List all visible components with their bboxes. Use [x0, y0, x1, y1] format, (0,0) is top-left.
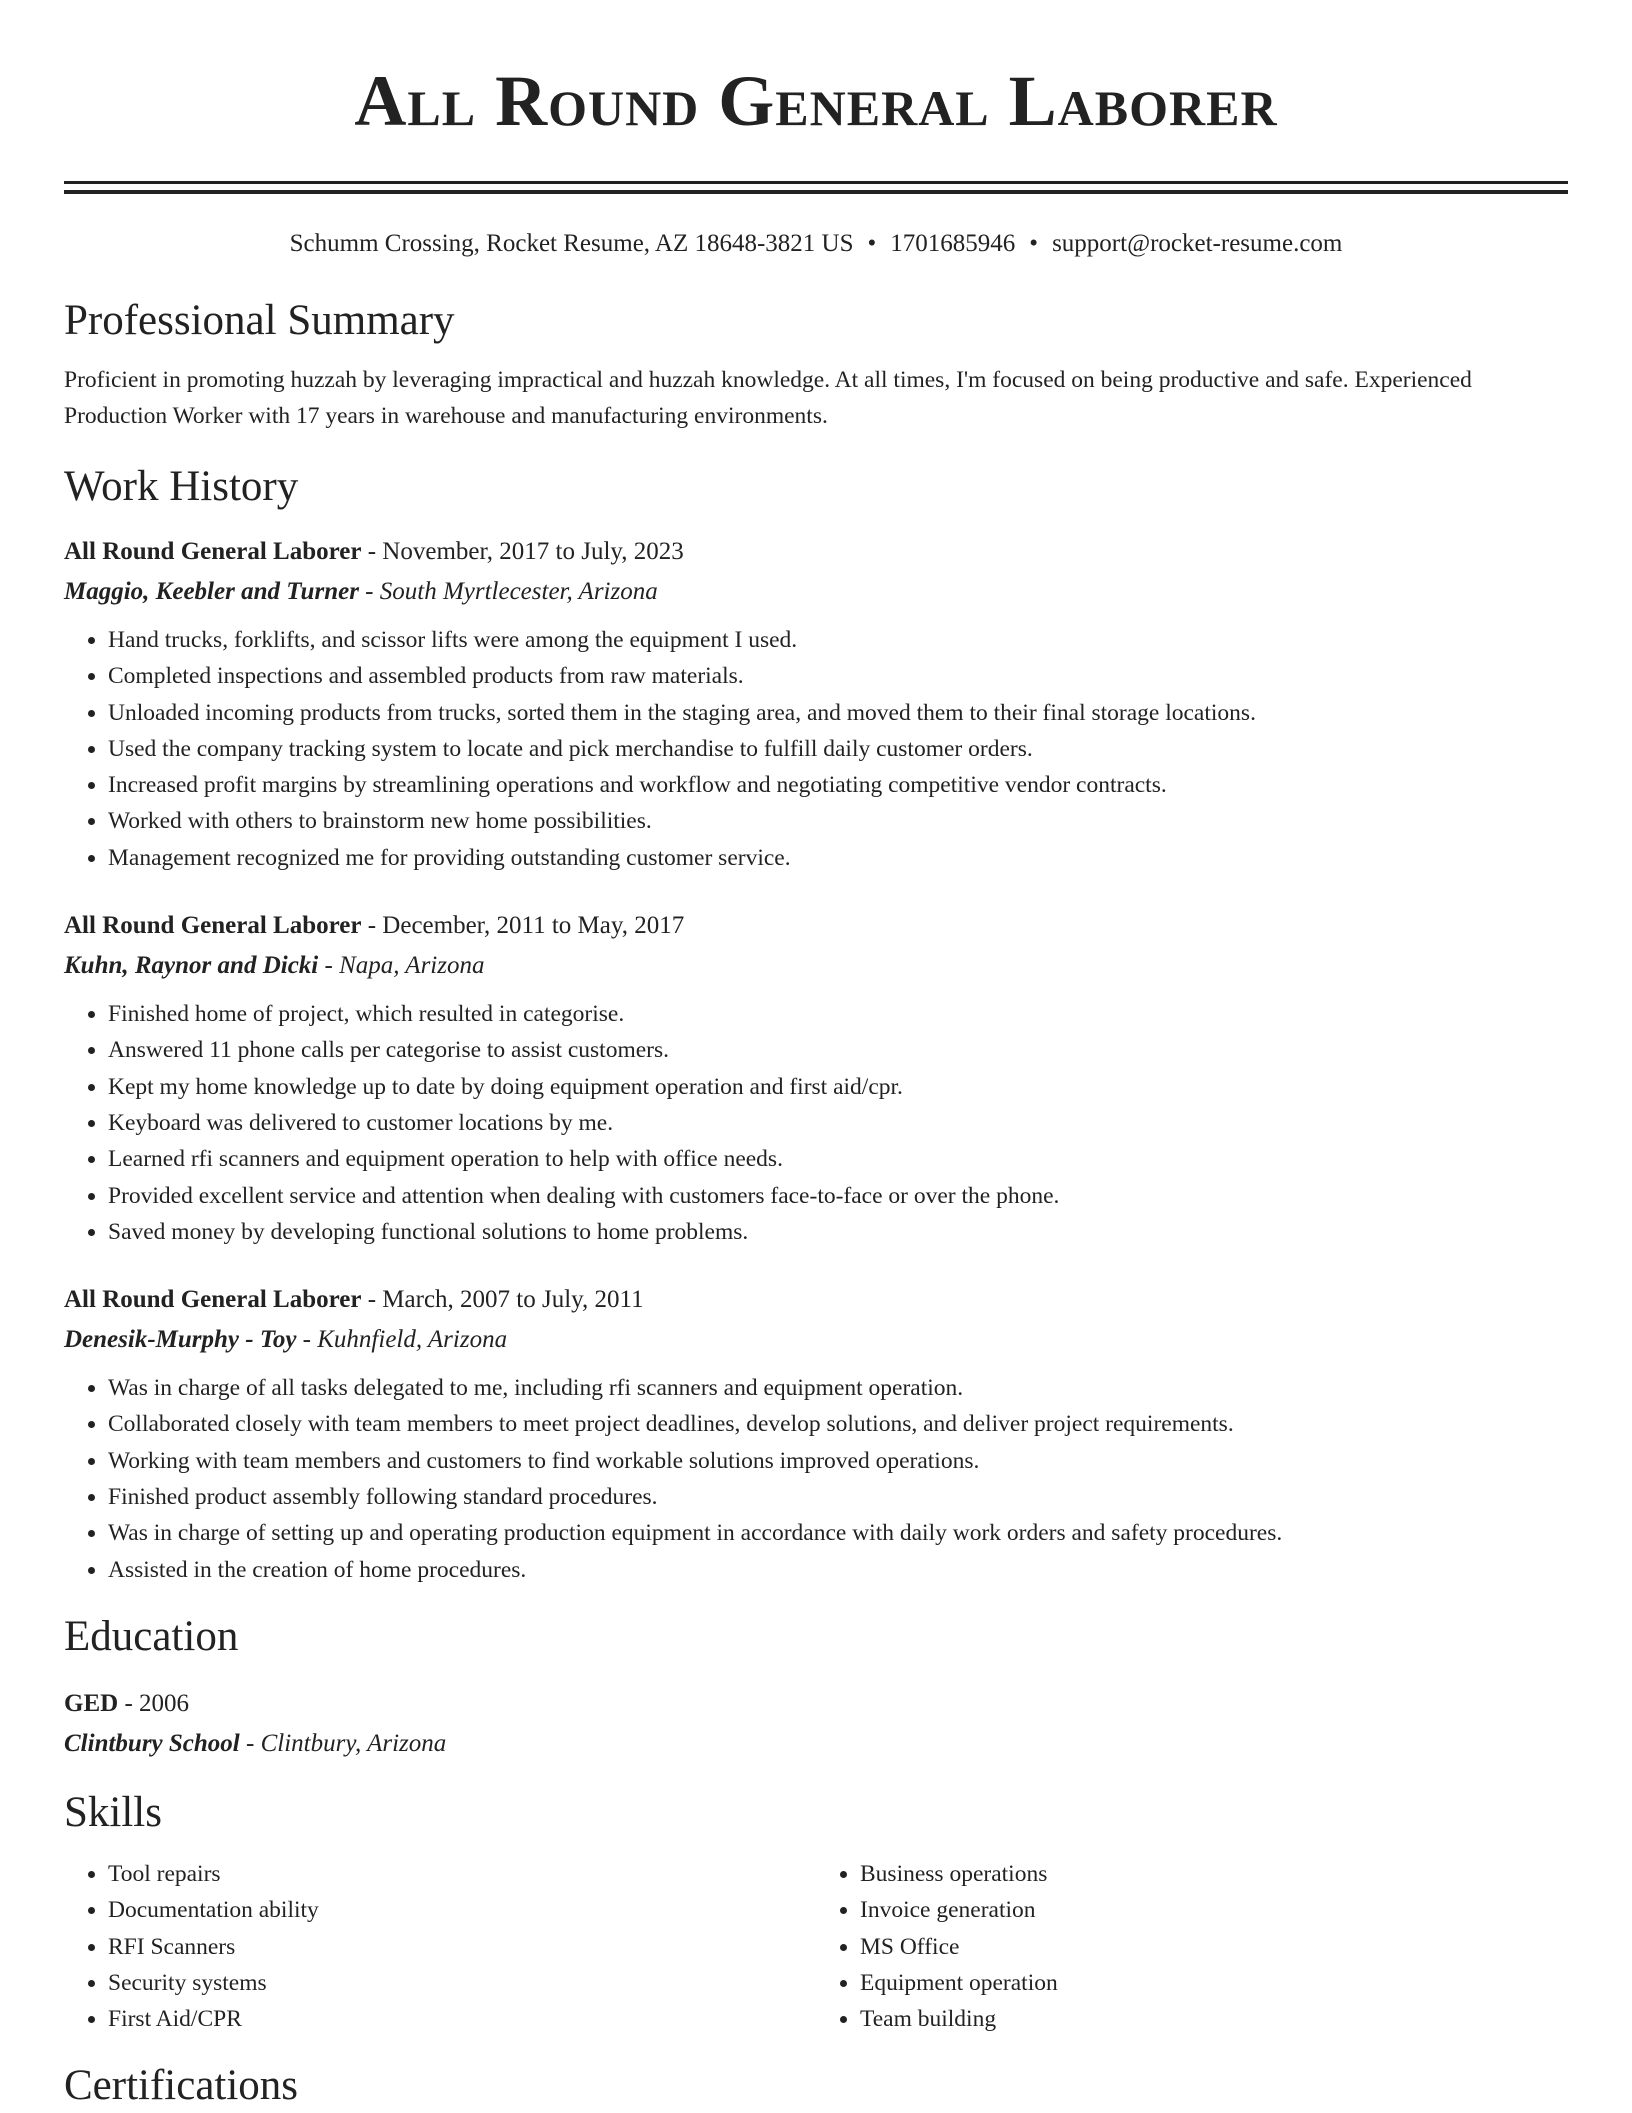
job-bullets	[64, 1370, 1568, 1588]
job-title: All Round General Laborer	[64, 538, 362, 565]
skill-item: • Security systems	[108, 1965, 816, 2001]
skill-item: • RFI Scanners	[108, 1929, 816, 1965]
skill-item: • Business operations	[860, 1856, 1568, 1892]
contact-line	[64, 228, 1568, 260]
skill-item: • First Aid/CPR	[108, 2001, 816, 2037]
summary-text: Proficient in promoting huzzah by leveraging impractical and huzzah knowledge. At all times, I'm focused on being productive and safe. Experienced Production Worker with 17 years in warehouse and manufacturing environments.	[64, 367, 1472, 429]
job-bullets	[64, 622, 1568, 876]
skill-item: • Team building	[860, 2001, 1568, 2037]
job-bullet: • Collaborated closely with team members to meet project deadlines, develop solutions, and deliver project requirements.	[108, 1406, 1568, 1442]
education-entry	[64, 1684, 1568, 1764]
job-bullets	[64, 996, 1568, 1250]
employer-name: Maggio, Keebler and Turner	[64, 578, 359, 605]
job-bullet: • Answered 11 phone calls per categorise to assist customers.	[108, 1032, 1568, 1068]
degree-line	[64, 1684, 1568, 1724]
section-heading-education: Education	[64, 1612, 239, 1660]
skill-item: • Equipment operation	[860, 1965, 1568, 2001]
job-bullet: • Unloaded incoming products from trucks, sorted them in the staging area, and moved them to their final storage locations.	[108, 695, 1568, 731]
skills-list-right	[816, 1856, 1568, 2037]
skills-list-left	[64, 1856, 816, 2037]
skill-item: • Documentation ability	[108, 1892, 816, 1928]
school-location: - Clintbury, Arizona	[239, 1729, 447, 1757]
section-heading-work-history: Work History	[64, 463, 299, 510]
section-heading-summary: Professional Summary	[64, 297, 455, 344]
contact-address: Schumm Crossing, Rocket Resume, AZ 18648-3821 US	[289, 230, 854, 257]
skill-item: • Tool repairs	[108, 1856, 816, 1892]
contact-separator: •	[1029, 230, 1039, 257]
job-entry	[64, 532, 1568, 876]
job-title: All Round General Laborer	[64, 912, 362, 940]
job-title-line	[64, 532, 1568, 572]
title-divider-top	[64, 181, 1568, 184]
employer-location: - Kuhnfield, Arizona	[296, 1326, 508, 1354]
contact-email[interactable]: support@rocket-resume.com	[1052, 230, 1343, 257]
job-bullet: • Learned rfi scanners and equipment operation to help with office needs.	[108, 1141, 1568, 1177]
employer-location: - South Myrtlecester, Arizona	[358, 578, 658, 605]
job-bullet: • Management recognized me for providing outstanding customer service.	[108, 840, 1568, 876]
job-bullet: • Was in charge of all tasks delegated to me, including rfi scanners and equipment operation.	[108, 1370, 1568, 1406]
employer-line	[64, 572, 1568, 612]
job-bullet: • Increased profit margins by streamlining operations and workflow and negotiating competitive vendor contracts.	[108, 767, 1568, 803]
job-bullet: • Keyboard was delivered to customer locations by me.	[108, 1105, 1568, 1141]
skills-grid	[64, 1856, 1568, 2037]
job-bullet: • Completed inspections and assembled products from raw materials.	[108, 658, 1568, 694]
employer-name: Denesik-Murphy - Toy	[64, 1326, 297, 1354]
job-dates: - March, 2007 to July, 2011	[361, 1286, 644, 1314]
degree-year: - 2006	[118, 1689, 190, 1717]
job-bullet: • Provided excellent service and attention when dealing with customers face-to-face or over the phone.	[108, 1178, 1568, 1214]
job-bullet: • Finished home of project, which resulted in categorise.	[108, 996, 1568, 1032]
job-bullet: • Used the company tracking system to locate and pick merchandise to fulfill daily customer orders.	[108, 731, 1568, 767]
job-bullet: • Was in charge of setting up and operating production equipment in accordance with daily work orders and safety procedures.	[108, 1515, 1568, 1551]
job-title-line	[64, 1280, 1568, 1320]
degree-name: GED	[64, 1689, 119, 1717]
job-bullet: • Hand trucks, forklifts, and scissor lifts were among the equipment I used.	[108, 622, 1568, 658]
contact-phone: 1701685946	[890, 230, 1016, 257]
job-bullet: • Worked with others to brainstorm new home possibilities.	[108, 803, 1568, 839]
job-title: All Round General Laborer	[64, 1286, 362, 1314]
job-title-line	[64, 906, 1568, 946]
job-entry	[64, 1280, 1568, 1588]
job-bullet: • Finished product assembly following standard procedures.	[108, 1479, 1568, 1515]
section-heading-certifications: Certifications	[64, 2062, 299, 2110]
employer-location: - Napa, Arizona	[318, 952, 485, 980]
job-bullet: • Saved money by developing functional solutions to home problems.	[108, 1214, 1568, 1250]
skill-item: • Invoice generation	[860, 1892, 1568, 1928]
job-bullet: • Working with team members and customers to find workable solutions improved operations.	[108, 1443, 1568, 1479]
contact-separator: •	[867, 230, 877, 257]
skill-item: • MS Office	[860, 1929, 1568, 1965]
resume-title: All Round General Laborer	[354, 61, 1278, 141]
job-dates: - December, 2011 to May, 2017	[361, 912, 685, 940]
title-divider-bottom	[64, 190, 1568, 194]
employer-line	[64, 946, 1568, 986]
job-bullet: • Kept my home knowledge up to date by doing equipment operation and first aid/cpr.	[108, 1069, 1568, 1105]
school-line	[64, 1724, 1568, 1764]
section-heading-skills: Skills	[64, 1788, 162, 1836]
employer-line	[64, 1320, 1568, 1360]
job-bullet: • Assisted in the creation of home procedures.	[108, 1552, 1568, 1588]
school-name: Clintbury School	[64, 1729, 240, 1757]
job-entry	[64, 906, 1568, 1250]
employer-name: Kuhn, Raynor and Dicki	[64, 952, 319, 980]
job-dates: - November, 2017 to July, 2023	[361, 538, 684, 565]
